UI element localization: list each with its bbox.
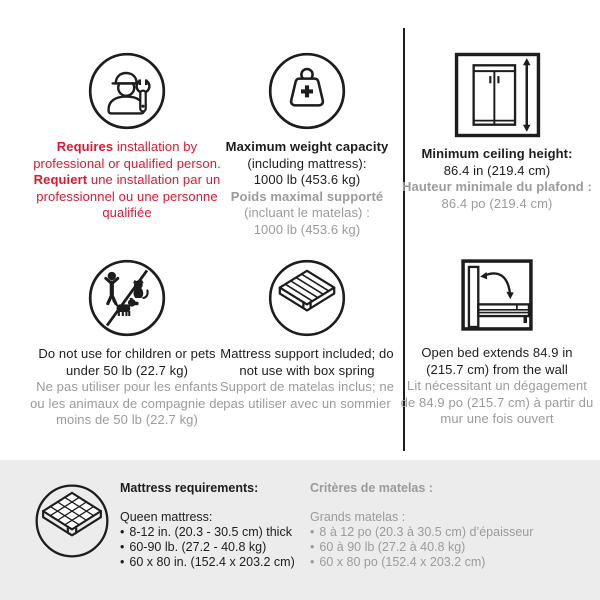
card-no-children-pets-text	[20, 346, 234, 429]
mattress-requirements-fr	[310, 481, 533, 570]
openbed-en-line1: Open bed extends 84.9 in	[421, 345, 573, 360]
card-no-children-pets	[20, 258, 234, 429]
en-item-dimensions: • 60 x 80 in. (152.4 x 203.2 cm)	[120, 555, 295, 570]
ceiling-fr-line2: 86.4 po (219.4 cm)	[441, 195, 553, 211]
fr-item-weight: • 60 à 90 lb (27.2 à 40.8 kg)	[310, 540, 533, 555]
children-fr-line2: ou les animaux de compagnie de	[30, 395, 224, 411]
installer-icon	[87, 51, 167, 131]
max-weight-en-line2: (including mattress):	[247, 155, 367, 171]
max-weight-en-line1: Maximum weight capacity	[225, 139, 389, 154]
mattress-icon	[34, 483, 110, 559]
fr-item-dimensions: • 60 x 80 po (152.4 x 203.2 cm)	[310, 555, 533, 570]
no-children-pets-icon	[87, 258, 167, 338]
installation-text-en: installation by professional or qualified person.	[33, 139, 221, 171]
support-fr-line2: pas utiliser avec un sommier	[223, 395, 391, 411]
card-max-weight-text	[212, 139, 402, 238]
card-installation	[20, 51, 234, 222]
max-weight-fr-line2: (incluant le matelas) :	[244, 205, 370, 220]
openbed-en-line2: (215.7 cm) from the wall	[426, 361, 568, 377]
ceiling-height-icon	[450, 50, 545, 140]
max-weight-fr-line3: 1000 lb (453.6 kg)	[253, 221, 361, 237]
children-fr-line3: moins de 50 lb (22.7 kg)	[56, 412, 198, 427]
mattress-requirements-en	[120, 481, 295, 570]
children-en-line2: under 50 lb (22.7 kg)	[65, 362, 189, 378]
mattress-requirements-title-fr: Critères de matelas :	[310, 481, 433, 495]
installation-text-fr-bold: Requiert	[33, 172, 88, 187]
card-mattress-support-text	[212, 346, 402, 412]
en-item-thickness: • 8-12 in. (20.3 - 30.5 cm) thick	[120, 525, 295, 540]
ceiling-en-line2: 86.4 in (219.4 cm)	[443, 162, 551, 178]
max-weight-fr-line1: Poids maximal supporté	[230, 188, 384, 204]
support-en-line2: not use with box spring	[239, 362, 375, 378]
installation-text-en-bold: Requires	[56, 139, 114, 154]
openbed-fr-line3: mur une fois ouvert	[440, 411, 554, 426]
open-bed-icon	[458, 256, 536, 334]
mattress-requirements-title-en: Mattress requirements:	[120, 481, 259, 495]
ceiling-fr-line1: Hauteur minimale du plafond :	[402, 179, 592, 194]
card-mattress-support	[212, 258, 402, 412]
support-en-line1: Mattress support included; do	[220, 346, 394, 361]
card-installation-text	[20, 139, 234, 222]
en-item-weight: • 60-90 lb. (27.2 - 40.8 kg)	[120, 540, 295, 555]
children-en-line1: Do not use for children or pets	[38, 346, 216, 361]
card-max-weight	[212, 51, 402, 238]
openbed-fr-line1: Lit nécessitant un dégagement	[407, 378, 587, 393]
installation-text-fr: une installation par un professionnel ou une personne qualifiée	[36, 172, 221, 220]
openbed-fr-line2: de 84.9 po (215.7 cm) à partir du	[400, 394, 594, 410]
children-fr-line1: Ne pas utiliser pour les enfants	[36, 379, 218, 394]
mattress-support-icon	[267, 258, 347, 338]
card-ceiling-height	[399, 50, 595, 212]
fr-item-thickness: • 8 à 12 po (20.3 à 30.5 cm) d’épaisseur	[310, 525, 533, 540]
grands-matelas-subtitle: Grands matelas :	[310, 510, 406, 524]
queen-mattress-subtitle: Queen mattress:	[120, 510, 213, 524]
card-open-bed-text	[399, 345, 595, 428]
ceiling-en-line1: Minimum ceiling height:	[421, 146, 573, 161]
max-weight-en-line3: 1000 lb (453.6 kg)	[253, 172, 361, 187]
max-weight-icon	[267, 51, 347, 131]
support-fr-line1: Support de matelas inclus; ne	[219, 379, 395, 394]
card-ceiling-height-text	[399, 146, 595, 212]
mattress-requirements-section	[0, 460, 600, 600]
card-open-bed	[399, 256, 595, 428]
